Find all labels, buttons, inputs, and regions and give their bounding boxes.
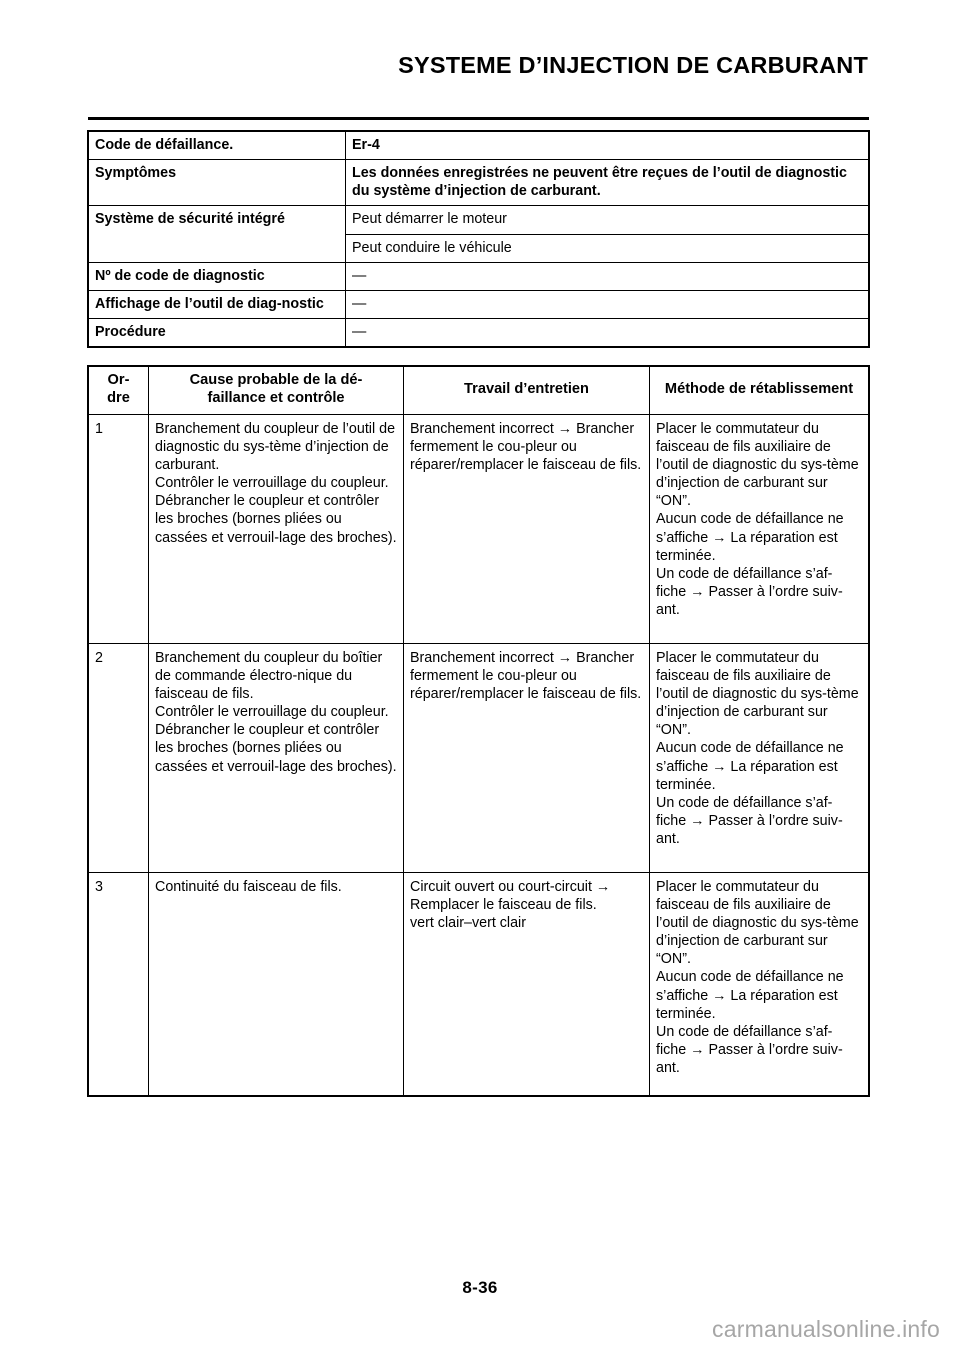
cell-cause: Branchement du coupleur du boîtier de commande électro-nique du faisceau de fils. Contrôler le verrouillage du coupleur. Débrancher le coupleur et contrôler les broches (bornes pliées ou cassées et verrouil-lage des broches). xyxy=(149,643,404,872)
summary-label-procedure: Procédure xyxy=(89,319,346,347)
watermark: carmanualsonline.info xyxy=(712,1316,940,1342)
summary-value-symptoms: Les données enregistrées ne peuvent être reçues de l’outil de diagnostic du système d’injection de carburant. xyxy=(346,160,869,206)
cell-cause: Continuité du faisceau de fils. xyxy=(149,872,404,1095)
table-row xyxy=(89,160,869,206)
summary-value-diagnostic-code-no: — xyxy=(346,262,869,290)
summary-value-failsafe-start: Peut démarrer le moteur xyxy=(346,206,869,234)
summary-value-failsafe-drive: Peut conduire le véhicule xyxy=(346,234,869,262)
table-row xyxy=(89,262,869,290)
header-divider xyxy=(88,117,869,120)
cell-cause: Branchement du coupleur de l’outil de diagnostic du sys-tème d’injection de carburant. Contrôler le verrouillage du coupleur. Débrancher le coupleur et contrôler les broches (bornes pliées ou cassées et verrouil-lage des broches). xyxy=(149,414,404,643)
summary-label-tool-display: Affichage de l’outil de diag-nostic xyxy=(89,290,346,318)
cell-method: Placer le commutateur du faisceau de fils auxiliaire de l’outil de diagnostic du sys-tème d’injection de carburant sur “ON”. Aucun code de défaillance ne s’affiche → La réparation est terminée. Un code de défaillance s’af-fiche → Passer à l’ordre suiv-ant. xyxy=(650,643,869,872)
fault-summary-table xyxy=(88,131,869,347)
column-header-method: Méthode de rétablissement xyxy=(650,367,869,415)
summary-label-fault-code: Code de défaillance. xyxy=(89,132,346,160)
cell-work: Branchement incorrect → Brancher fermement le cou-pleur ou réparer/remplacer le faisceau de fils. xyxy=(404,414,650,643)
table-row xyxy=(89,206,869,234)
page-title: SYSTEME D’INJECTION DE CARBURANT xyxy=(398,52,868,78)
column-header-order: Or- dre xyxy=(89,367,149,415)
column-header-work: Travail d’entretien xyxy=(404,367,650,415)
cell-work: Circuit ouvert ou court-circuit → Remplacer le faisceau de fils. vert clair–vert clair xyxy=(404,872,650,1095)
table-row xyxy=(89,872,869,1095)
page-number: 8-36 xyxy=(462,1278,498,1297)
cell-order: 2 xyxy=(89,643,149,872)
cell-work: Branchement incorrect → Brancher fermement le cou-pleur ou réparer/remplacer le faisceau de fils. xyxy=(404,643,650,872)
summary-value-tool-display: — xyxy=(346,290,869,318)
summary-label-diagnostic-code-no: Nº de code de diagnostic xyxy=(89,262,346,290)
summary-value-fault-code: Er-4 xyxy=(346,132,869,160)
column-header-cause: Cause probable de la dé- faillance et contrôle xyxy=(149,367,404,415)
table-row xyxy=(89,132,869,160)
cell-order: 3 xyxy=(89,872,149,1095)
table-row xyxy=(89,319,869,347)
table-header-row xyxy=(89,367,869,415)
cell-order: 1 xyxy=(89,414,149,643)
cell-method: Placer le commutateur du faisceau de fils auxiliaire de l’outil de diagnostic du sys-tème d’injection de carburant sur “ON”. Aucun code de défaillance ne s’affiche → La réparation est terminée. Un code de défaillance s’af-fiche → Passer à l’ordre suiv-ant. xyxy=(650,872,869,1095)
cell-method: Placer le commutateur du faisceau de fils auxiliaire de l’outil de diagnostic du sys-tème d’injection de carburant sur “ON”. Aucun code de défaillance ne s’affiche → La réparation est terminée. Un code de défaillance s’af-fiche → Passer à l’ordre suiv-ant. xyxy=(650,414,869,643)
summary-label-failsafe: Système de sécurité intégré xyxy=(89,206,346,262)
summary-label-symptoms: Symptômes xyxy=(89,160,346,206)
summary-value-procedure: — xyxy=(346,319,869,347)
procedure-table xyxy=(88,366,869,1096)
page-header xyxy=(88,52,868,79)
table-row xyxy=(89,643,869,872)
table-row xyxy=(89,414,869,643)
table-row xyxy=(89,290,869,318)
